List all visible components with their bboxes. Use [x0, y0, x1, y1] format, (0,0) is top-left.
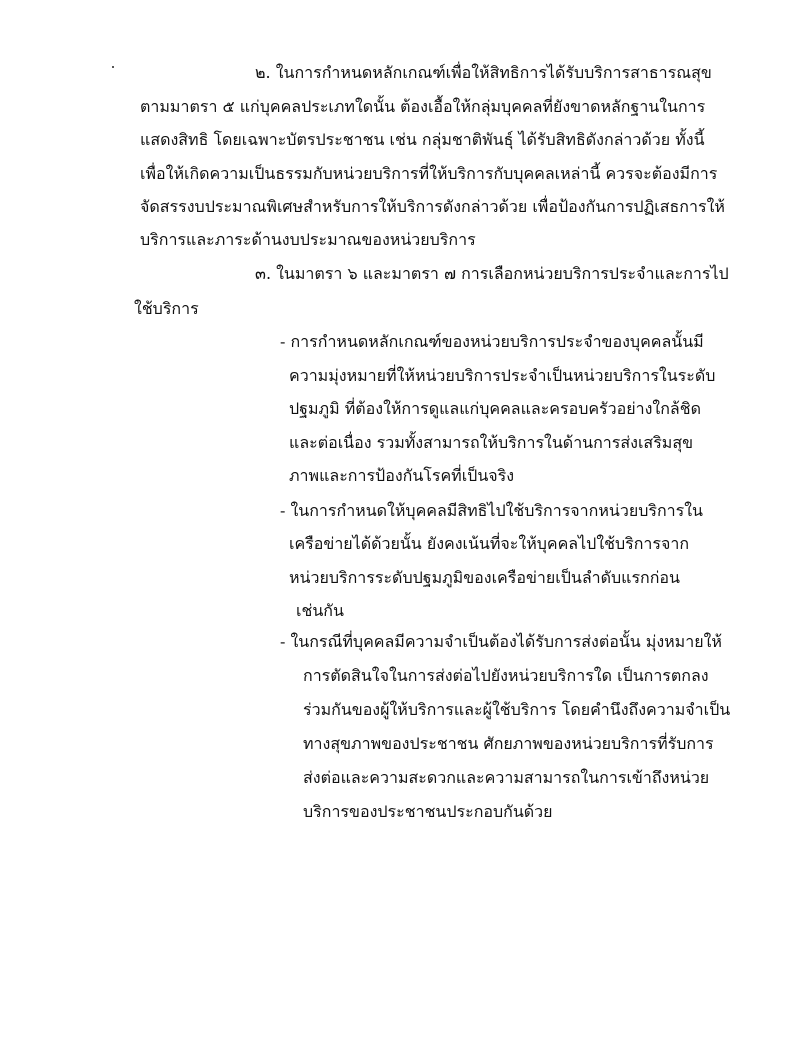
bullet-line: ส่งต่อและความสะดวกและความสามารถในการเข้าถึงหน่วย	[303, 768, 710, 787]
section-3-line: ใช้บริการ	[134, 299, 199, 318]
section-2-line: ๒. ในการกำหนดหลักเกณฑ์เพื่อให้สิทธิการได้รับบริการสาธารณสุข	[255, 63, 712, 82]
section-2-line: บริการและภาระด้านงบประมาณของหน่วยบริการ	[140, 230, 476, 249]
bullet-line: เครือข่ายได้ด้วยนั้น ยังคงเน้นที่จะให้บุคคลไปใช้บริการจาก	[289, 534, 690, 553]
bullet-line: บริการของประชาชนประกอบกันด้วย	[303, 802, 553, 821]
bullet-line: - การกำหนดหลักเกณฑ์ของหน่วยบริการประจำของบุคคลนั้นมี	[280, 332, 704, 351]
bullet-line: ความมุ่งหมายที่ให้หน่วยบริการประจำเป็นหน่วยบริการในระดับ	[289, 366, 716, 385]
bullet-line: หน่วยบริการระดับปฐมภูมิของเครือข่ายเป็นลำดับแรกก่อน	[289, 568, 680, 587]
bullet-line: และต่อเนื่อง รวมทั้งสามารถให้บริการในด้านการส่งเสริมสุข	[289, 433, 694, 452]
section-2-line: เพื่อให้เกิดความเป็นธรรมกับหน่วยบริการที่ให้บริการกับบุคคลเหล่านี้ ควรจะต้องมีการ	[140, 164, 718, 183]
scan-speck	[112, 66, 114, 68]
section-2-line: แสดงสิทธิ โดยเฉพาะบัตรประชาชน เช่น กลุ่มชาติพันธุ์ ได้รับสิทธิดังกล่าวด้วย ทั้งนี้	[140, 130, 705, 149]
section-3-line: ๓. ในมาตรา ๖ และมาตรา ๗ การเลือกหน่วยบริการประจำและการไป	[255, 264, 729, 283]
bullet-line: ทางสุขภาพของประชาชน ศักยภาพของหน่วยบริการที่รับการ	[303, 734, 714, 753]
bullet-line: ภาพและการป้องกันโรคที่เป็นจริง	[289, 466, 515, 485]
section-2-line: จัดสรรงบประมาณพิเศษสำหรับการให้บริการดังกล่าวด้วย เพื่อป้องกันการปฏิเสธการให้	[140, 197, 725, 216]
bullet-line: เช่นกัน	[296, 601, 344, 620]
bullet-line: ร่วมกันของผู้ให้บริการและผู้ใช้บริการ โดยคำนึงถึงความจำเป็น	[303, 700, 731, 719]
bullet-line: ปฐมภูมิ ที่ต้องให้การดูแลแก่บุคคลและครอบครัวอย่างใกล้ชิด	[289, 399, 701, 418]
bullet-line: การตัดสินใจในการส่งต่อไปยังหน่วยบริการใด เป็นการตกลง	[303, 666, 709, 685]
bullet-line: - ในการกำหนดให้บุคคลมีสิทธิไปใช้บริการจากหน่วยบริการใน	[280, 501, 703, 520]
section-2-line: ตามมาตรา ๕ แก่บุคคลประเภทใดนั้น ต้องเอื้อให้กลุ่มบุคคลที่ยังขาดหลักฐานในการ	[140, 97, 706, 116]
bullet-line: - ในกรณีที่บุคคลมีความจำเป็นต้องได้รับการส่งต่อนั้น มุ่งหมายให้	[280, 632, 722, 651]
